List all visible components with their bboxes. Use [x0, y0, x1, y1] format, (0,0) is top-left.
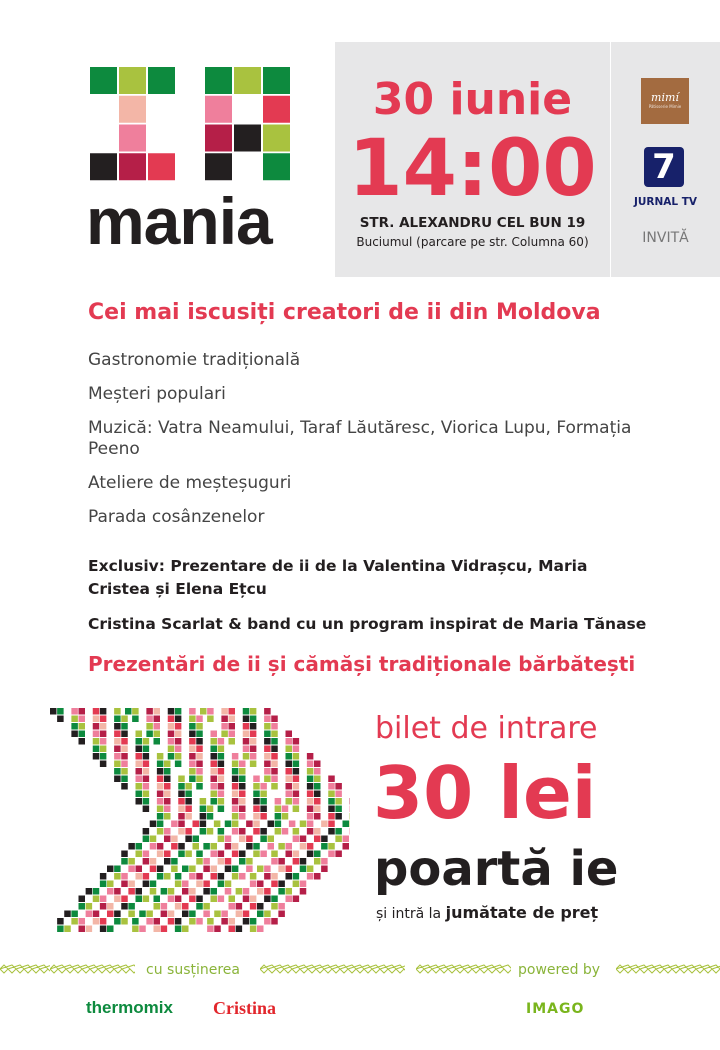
ticket-price: 30 lei [373, 751, 597, 835]
logo-word: mania [86, 184, 272, 258]
event-address: STR. ALEXANDRU CEL BUN 19 [359, 215, 586, 231]
half-price-note [376, 903, 598, 922]
imago-logo: IMAGO [526, 1001, 585, 1017]
program-item: Parada cosânzenelor [88, 507, 265, 527]
mimi-logo-subtext: Pâtisserie Mimie [648, 104, 682, 109]
program-headline: Cei mai iscusiți creatori de ii din Moldova [88, 300, 601, 325]
decorative-chain [416, 959, 511, 979]
exclusive-note: Exclusiv: Prezentare de ii de la Valentina Vidrașcu, Maria Cristea și Elena Ețcu [88, 557, 588, 598]
powered-by-label: powered by [518, 962, 601, 978]
decorative-chain [260, 959, 405, 979]
event-date: 30 iunie [372, 74, 573, 125]
event-info-box [335, 42, 610, 277]
embroidery-chevron-pattern [50, 708, 350, 933]
invites-label: INVITĂ [642, 230, 689, 246]
support-label: cu susținerea [146, 962, 240, 978]
partners-box [611, 42, 720, 277]
program-item: Ateliere de meșteșuguri [88, 473, 292, 493]
decorative-chain-right [616, 959, 720, 979]
program-list [88, 350, 648, 541]
event-time: 14:00 [348, 124, 597, 214]
program-item: Meșteri populari [88, 384, 226, 404]
wear-ie-slogan: poartă ie [374, 841, 619, 897]
jurnal-tv-icon: 7 [644, 147, 684, 187]
cristina-logo: Cristina [213, 998, 276, 1018]
program-item: Gastronomie tradițională [88, 350, 301, 370]
ticket-label: bilet de intrare [375, 711, 598, 746]
cristina-band-note: Cristina Scarlat & band cu un program inspirat de Maria Tănase [88, 615, 647, 633]
mimi-logo-text: mimí [651, 91, 679, 104]
thermomix-logo: thermomix [86, 998, 173, 1017]
half-price-bold: jumătate de preț [445, 903, 599, 922]
half-price-prefix: și intră la [376, 906, 442, 922]
decorative-chain [50, 959, 135, 979]
event-parking-note: Buciumul (parcare pe str. Columna 60) [356, 235, 589, 249]
decorative-chain-left [0, 959, 50, 979]
program-item: Muzică: Vatra Neamului, Taraf Lăutăresc, Viorica Lupu, Formația Peeno [88, 418, 632, 459]
presentations-headline: Prezentări de ii și cămăși tradiționale bărbătești [88, 652, 636, 676]
jurnal-tv-label: JURNAL TV [633, 196, 698, 208]
mimi-logo [641, 78, 689, 124]
ia-logo-mosaic [90, 67, 290, 182]
